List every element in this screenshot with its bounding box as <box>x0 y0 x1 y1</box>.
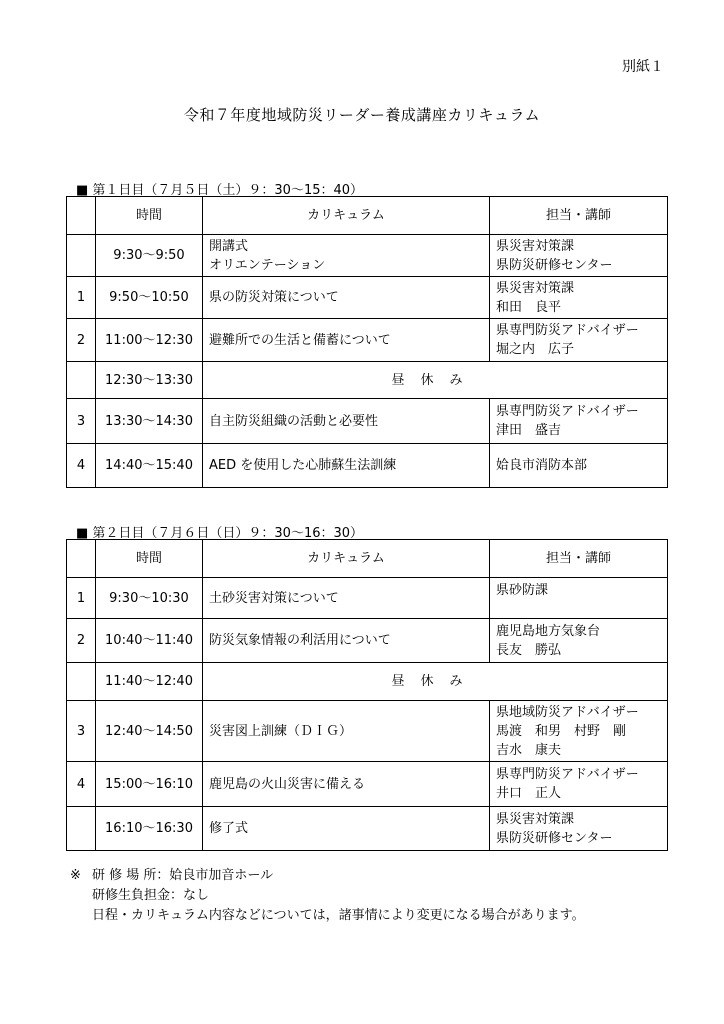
page-title: 令和７年度地域防災リーダー養成講座カリキュラム <box>183 106 541 124</box>
table-row-lunch <box>67 362 668 399</box>
row-time: 11:40〜12:40 <box>96 663 203 701</box>
row-time: 11:00〜12:30 <box>96 319 203 362</box>
notes-section <box>70 866 585 926</box>
document-reference: 別紙１ <box>622 59 664 75</box>
lunch-break: 昼休み <box>203 362 668 399</box>
row-instructor <box>490 762 668 807</box>
row-instructor: 県砂防課 <box>490 578 668 619</box>
row-no: 2 <box>67 619 96 663</box>
instructor-line: 県防災研修センター <box>496 830 613 846</box>
row-curriculum: 修了式 <box>203 807 490 851</box>
row-time: 9:30〜10:30 <box>96 578 203 619</box>
row-time: 9:30〜9:50 <box>96 235 203 277</box>
row-no <box>67 362 96 399</box>
table-row <box>67 807 668 851</box>
note-remark-row <box>70 906 585 926</box>
row-curriculum <box>203 235 490 277</box>
note-remark: 日程・カリキュラム内容などについては，諸事情により変更になる場合があります。 <box>92 908 585 923</box>
instructor-line: 井口 正人 <box>496 786 562 801</box>
day2-schedule-table <box>66 539 668 851</box>
instructor-line: 県専門防災アドバイザー <box>496 767 639 782</box>
header-time: 時間 <box>96 197 203 235</box>
row-time: 16:10〜16:30 <box>96 807 203 851</box>
row-curriculum: 県の防災対策について <box>203 277 490 319</box>
instructor-line: 津田 盛吉 <box>496 423 562 438</box>
instructor-line: 長友 勝弘 <box>496 642 562 658</box>
row-time: 9:50〜10:50 <box>96 277 203 319</box>
row-instructor <box>490 701 668 762</box>
table-row <box>67 619 668 663</box>
row-no <box>67 663 96 701</box>
row-time: 14:40〜15:40 <box>96 444 203 488</box>
table-row <box>67 762 668 807</box>
instructor-line: 県地域防災アドバイザー <box>496 704 639 720</box>
row-instructor <box>490 807 668 851</box>
row-instructor: 姶良市消防本部 <box>490 444 668 488</box>
header-instructor: 担当・講師 <box>490 540 668 578</box>
curriculum-line: 開講式 <box>209 238 249 254</box>
table-row-lunch <box>67 663 668 701</box>
row-curriculum: 鹿児島の火山災害に備える <box>203 762 490 807</box>
instructor-line: 馬渡 和男 村野 剛 <box>496 723 627 739</box>
header-curriculum: カリキュラム <box>203 197 490 235</box>
note-venue-row <box>70 866 585 886</box>
row-time: 13:30〜14:30 <box>96 399 203 444</box>
header-time: 時間 <box>96 540 203 578</box>
row-instructor <box>490 619 668 663</box>
table-row <box>67 399 668 444</box>
row-no: 1 <box>67 277 96 319</box>
row-no: 3 <box>67 399 96 444</box>
row-no <box>67 807 96 851</box>
curriculum-line: オリエンテーション <box>209 257 326 273</box>
row-no: 2 <box>67 319 96 362</box>
row-time: 12:40〜14:50 <box>96 701 203 762</box>
note-fee: 研修生負担金：なし <box>92 888 210 903</box>
note-venue: 研 修 場 所：姶良市加音ホール <box>92 868 274 883</box>
note-fee-row <box>70 886 585 906</box>
row-curriculum: 土砂災害対策について <box>203 578 490 619</box>
header-no <box>67 540 96 578</box>
day1-schedule-table <box>66 196 668 488</box>
row-curriculum: AED を使用した心肺蘇生法訓練 <box>203 444 490 488</box>
row-no: 4 <box>67 762 96 807</box>
row-no: 3 <box>67 701 96 762</box>
instructor-line: 鹿児島地方気象台 <box>496 623 601 639</box>
row-time: 10:40〜11:40 <box>96 619 203 663</box>
instructor-line: 和田 良平 <box>496 299 562 315</box>
row-curriculum: 防災気象情報の利活用について <box>203 619 490 663</box>
row-no <box>67 235 96 277</box>
row-curriculum: 自主防災組織の活動と必要性 <box>203 399 490 444</box>
instructor-line: 県災害対策課 <box>496 280 575 296</box>
table-header-row <box>67 540 668 578</box>
header-no <box>67 197 96 235</box>
table-row <box>67 701 668 762</box>
day2-heading: ■ 第２日目（７月６日（日）９：30〜16：30） <box>76 526 364 541</box>
instructor-line: 県災害対策課 <box>496 238 575 254</box>
row-instructor <box>490 277 668 319</box>
header-instructor: 担当・講師 <box>490 197 668 235</box>
table-row <box>67 277 668 319</box>
instructor-line: 県災害対策課 <box>496 811 575 827</box>
row-instructor <box>490 319 668 362</box>
instructor-line: 吉水 康夫 <box>496 742 562 758</box>
header-curriculum: カリキュラム <box>203 540 490 578</box>
row-instructor <box>490 235 668 277</box>
note-mark: ※ <box>70 868 81 883</box>
row-no: 4 <box>67 444 96 488</box>
row-curriculum: 避難所での生活と備蓄について <box>203 319 490 362</box>
row-curriculum: 災害図上訓練（ＤＩＧ） <box>203 701 490 762</box>
table-row <box>67 235 668 277</box>
row-time: 15:00〜16:10 <box>96 762 203 807</box>
row-instructor <box>490 399 668 444</box>
row-time: 12:30〜13:30 <box>96 362 203 399</box>
instructor-line: 堀之内 広子 <box>496 342 575 357</box>
day1-heading: ■ 第１日目（７月５日（土）９：30〜15：40） <box>76 183 364 198</box>
instructor-line: 県防災研修センター <box>496 257 613 273</box>
instructor-line: 県専門防災アドバイザー <box>496 404 639 419</box>
table-row <box>67 319 668 362</box>
row-no: 1 <box>67 578 96 619</box>
lunch-break: 昼休み <box>203 663 668 701</box>
table-row <box>67 578 668 619</box>
instructor-line: 県専門防災アドバイザー <box>496 323 639 338</box>
table-header-row <box>67 197 668 235</box>
table-row <box>67 444 668 488</box>
